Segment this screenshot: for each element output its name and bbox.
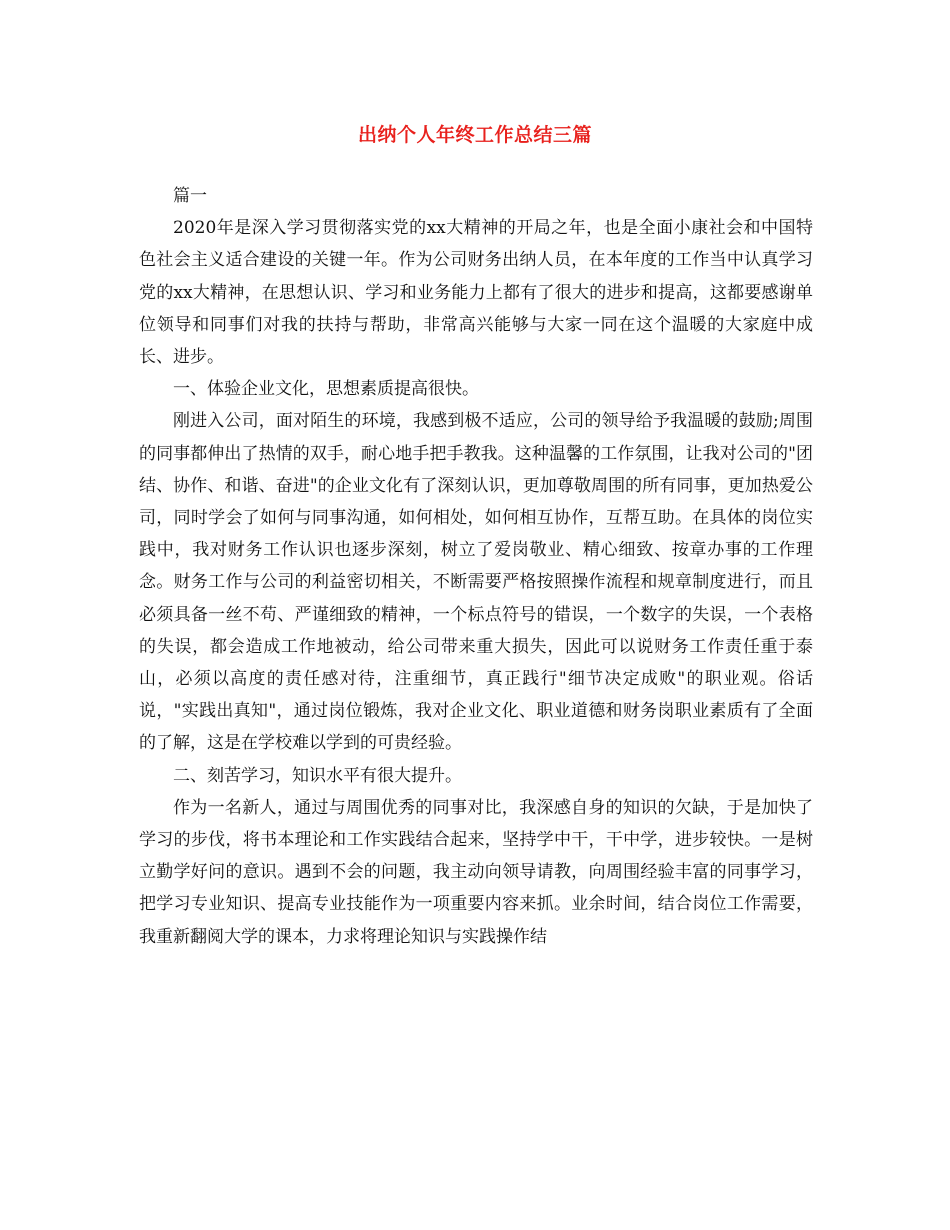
section-heading-part-one: 篇一 xyxy=(173,186,207,206)
document-title: 出纳个人年终工作总结三篇 xyxy=(357,124,592,146)
body-paragraph: 2020年是深入学习贯彻落实党的xx大精神的开局之年，也是全面小康社会和中国特色社会主义适合建设的关键一年。作为公司财务出纳人员，在本年度的工作当中认真学习党的xx大精神，在思想认识、学习和业务能力上都有了很大的进步和提高，这都要感谢单位领导和同事们对我的扶持与帮助，非常高兴能够与大家一同在这个温暖的大家庭中成长、进步。 xyxy=(139,218,813,368)
body-paragraph: 刚进入公司，面对陌生的环境，我感到极不适应，公司的领导给予我温暖的鼓励;周围的同事都伸出了热情的双手，耐心地手把手教我。这种温馨的工作氛围，让我对公司的"团结、协作、和谐、奋进"的企业文化有了深刻认识，更加尊敬周围的所有同事，更加热爱公司，同时学会了如何与同事沟通，如何相处，如何相互协作，互帮互助。在具体的岗位实践中，我对财务工作认识也逐步深刻，树立了爱岗敬业、精心细致、按章办事的工作理念。财务工作与公司的利益密切相关，不断需要严格按照操作流程和规章制度进行，而且必须具备一丝不苟、严谨细致的精神，一个标点符号的错误，一个数字的失误，一个表格的失误，都会造成工作地被动，给公司带来重大损失，因此可以说财务工作责任重于泰山，必须以高度的责任感对待，注重细节，真正践行"细节决定成败"的职业观。俗话说，"实践出真知"，通过岗位锻炼，我对企业文化、职业道德和财务岗职业素质有了全面的了解，这是在学校难以学到的可贵经验。 xyxy=(139,411,813,754)
section-heading: 二、刻苦学习，知识水平有很大提升。 xyxy=(173,765,462,786)
section-heading: 一、体验企业文化，思想素质提高很快。 xyxy=(173,379,479,400)
document-body xyxy=(139,180,813,953)
body-paragraph: 作为一名新人，通过与周围优秀的同事对比，我深感自身的知识的欠缺，于是加快了学习的步伐，将书本理论和工作实践结合起来，坚持学中干，干中学，进步较快。一是树立勤学好问的意识。遇到不会的问题，我主动向领导请教，向周围经验丰富的同事学习，把学习专业知识、提高专业技能作为一项重要内容来抓。业余时间，结合岗位工作需要，我重新翻阅大学的课本，力求将理论知识与实践操作结 xyxy=(139,797,813,947)
